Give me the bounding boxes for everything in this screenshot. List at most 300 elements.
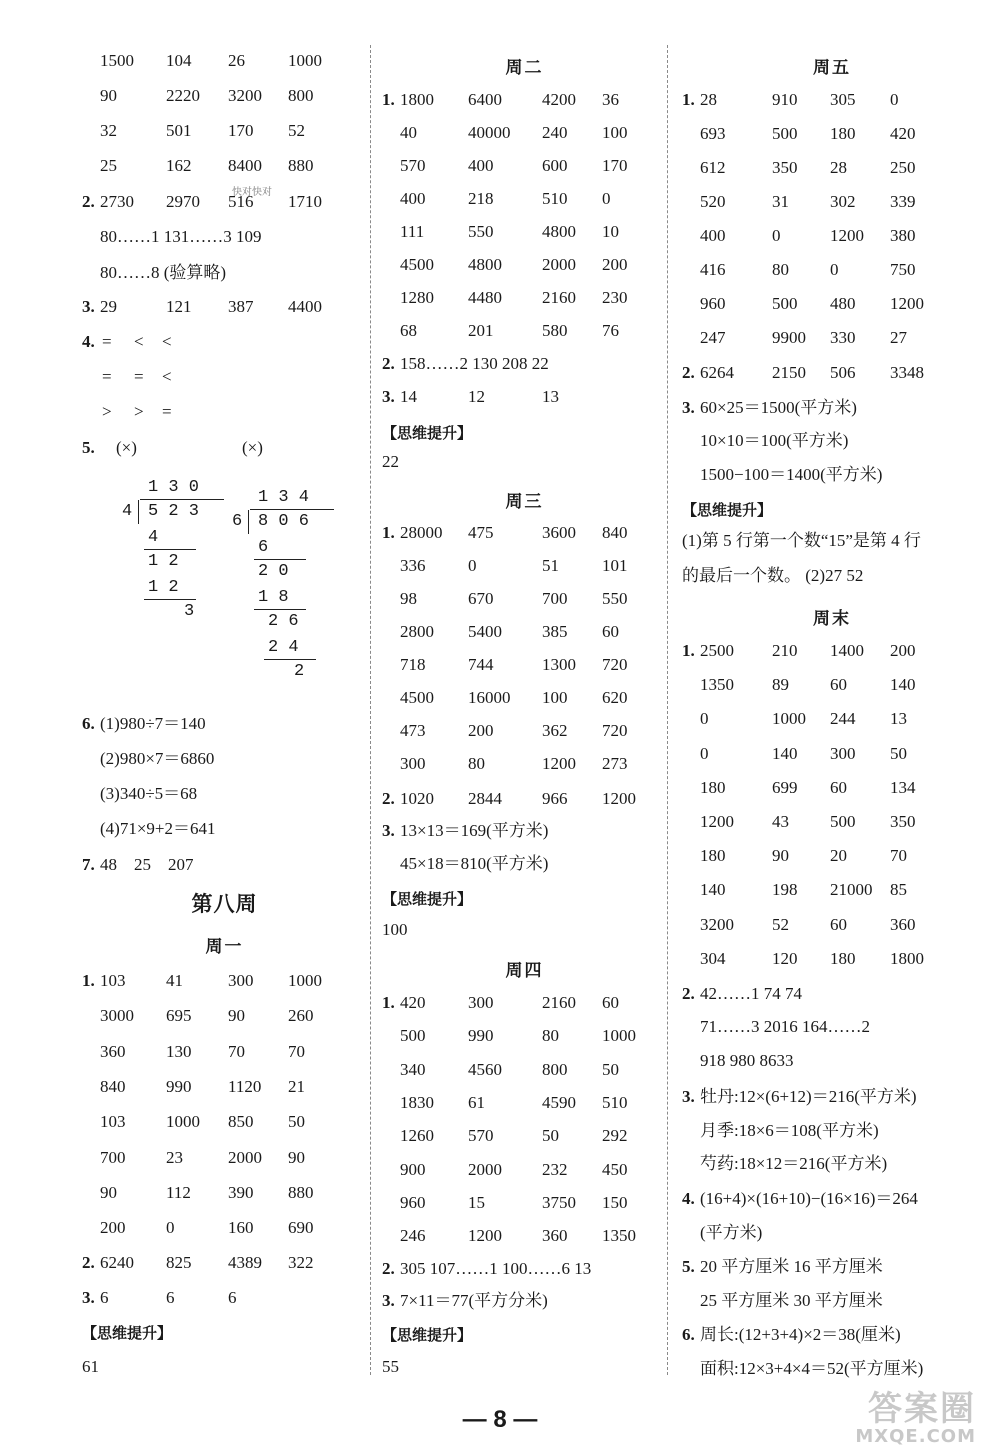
column-3 xyxy=(682,0,982,1400)
friday-q1-row xyxy=(682,89,982,111)
top-list-cell: 2220 xyxy=(166,86,200,105)
wednesday-q1-row xyxy=(382,720,667,742)
thursday-q3: 3. 7×11＝77(平方分米) xyxy=(382,1291,548,1310)
q6-line: (2)980×7＝6860 xyxy=(100,749,215,768)
tuesday-think-label: 【思维提升】 xyxy=(382,424,473,442)
div2-step5: 2 4 xyxy=(268,638,299,657)
wednesday-q1-cell: 550 xyxy=(602,589,628,608)
wednesday-q1-cell: 273 xyxy=(602,754,628,773)
thursday-q1-cell: 900 xyxy=(400,1159,426,1179)
q4-cell: > xyxy=(134,402,144,421)
monday-q3-number: 3. xyxy=(82,1288,95,1307)
monday-q1-cell: 70 xyxy=(228,1041,245,1061)
weekend-q1-cell: 360 xyxy=(890,914,916,934)
friday-q1-cell: 1200 xyxy=(890,294,924,313)
wednesday-q1-cell: 475 xyxy=(468,523,494,542)
tuesday-q1-row xyxy=(382,287,667,309)
tuesday-q1-cell: 600 xyxy=(542,156,568,175)
weekend-q1-cell: 20 xyxy=(830,846,847,866)
monday-q1-cell: 300 xyxy=(228,971,254,990)
tuesday-q1-cell: 1280 xyxy=(400,288,434,307)
weekend-q1-cell: 0 xyxy=(700,709,709,729)
thursday-q1-cell: 990 xyxy=(468,1026,494,1046)
monday-q1-cell: 840 xyxy=(100,1076,126,1096)
column-separator-1 xyxy=(370,45,371,1375)
wednesday-q1-row xyxy=(382,555,667,577)
weekend-q1-cell: 140 xyxy=(772,743,798,763)
weekend-q1-cell: 3200 xyxy=(700,914,734,934)
monday-q1-cell: 990 xyxy=(166,1076,192,1096)
weekend-q1-cell: 180 xyxy=(700,777,726,797)
weekend-q1-row xyxy=(682,640,982,662)
monday-think-answer: 61 xyxy=(82,1357,99,1376)
wednesday-q1-cell: 700 xyxy=(542,589,568,608)
week-8-title: 第八周 xyxy=(191,892,258,916)
top-list-cell: 800 xyxy=(288,86,314,105)
thursday-q1-cell: 510 xyxy=(602,1092,628,1112)
weekend-q2: 2. 42……1 74 74 xyxy=(682,984,802,1003)
q4-row xyxy=(82,366,367,388)
tuesday-q1-cell: 36 xyxy=(602,90,619,109)
tuesday-q1-cell: 4200 xyxy=(542,90,576,109)
monday-q2-cell: 6240 xyxy=(100,1253,134,1272)
monday-q1-cell: 390 xyxy=(228,1182,254,1202)
friday-think-line2: 的最后一个数。 (2)27 52 xyxy=(682,566,864,585)
tuesday-q1-cell: 218 xyxy=(468,189,494,208)
column-1 xyxy=(82,0,367,1400)
tuesday-q1-cell: 4800 xyxy=(468,255,502,274)
tuesday-q1-row xyxy=(382,155,667,177)
monday-q1-row xyxy=(82,1076,367,1098)
long-division-1 xyxy=(112,475,242,621)
wednesday-q1-cell: 5400 xyxy=(468,622,502,641)
div2-step3: 1 8 xyxy=(258,588,289,607)
weekend-q1-cell: 21000 xyxy=(830,880,873,900)
weekend-q6-line2: 面积:12×3+4×4＝52(平方厘米) xyxy=(700,1359,924,1378)
thursday-q1-cell: 2000 xyxy=(468,1159,502,1179)
q3-cell: 4400 xyxy=(288,297,322,316)
friday-q1-cell: 28 xyxy=(830,158,847,177)
q2 xyxy=(82,191,367,213)
friday-think-label: 【思维提升】 xyxy=(682,501,773,519)
tuesday-q1-cell: 76 xyxy=(602,321,619,340)
q2-cell: 516 xyxy=(228,192,254,211)
wednesday-q1-cell: 200 xyxy=(468,721,494,740)
friday-q1-cell: 750 xyxy=(890,260,916,279)
q2-line3: 80……8 (验算略) xyxy=(100,263,227,282)
friday-q1-cell: 250 xyxy=(890,158,916,177)
thursday-q1-cell: 340 xyxy=(400,1059,426,1079)
tuesday-q1-cell: 2000 xyxy=(542,255,576,274)
wednesday-q1-cell: 0 xyxy=(468,556,477,575)
monday-q1-cell: 1000 xyxy=(166,1112,200,1132)
tuesday-q1-row xyxy=(382,122,667,144)
div1-quotient: 1 3 0 xyxy=(148,478,200,497)
weekend-q1-cell: 60 xyxy=(830,675,847,695)
div2-dividend: 8 0 6 xyxy=(258,512,310,531)
thursday-q1-row xyxy=(382,1225,667,1247)
wednesday-q1-cell: 718 xyxy=(400,655,426,674)
weekend-q1-cell: 1200 xyxy=(700,812,734,831)
friday-q1-cell: 180 xyxy=(830,124,856,143)
weekend-q1-cell: 180 xyxy=(830,948,856,968)
wednesday-q2-cell: 2844 xyxy=(468,789,502,808)
weekend-q1-cell: 1350 xyxy=(700,675,734,695)
top-list-cell: 90 xyxy=(100,86,117,105)
friday-title: 周五 xyxy=(813,58,851,78)
wednesday-q3: 3. 13×13＝169(平方米) xyxy=(382,821,549,840)
top-list-cell: 52 xyxy=(288,121,305,140)
tuesday-q1-cell: 0 xyxy=(602,189,611,208)
friday-q1-cell: 420 xyxy=(890,124,916,143)
q4-row xyxy=(82,401,367,423)
q4-cell: < xyxy=(162,367,172,386)
wednesday-q1-cell: 2800 xyxy=(400,622,434,641)
wednesday-q1-cell: 100 xyxy=(542,688,568,707)
weekend-q1-row xyxy=(682,845,982,867)
tuesday-q2: 2. 158……2 130 208 22 xyxy=(382,354,549,373)
q4-cell: = xyxy=(102,367,112,386)
monday-q1-cell: 21 xyxy=(288,1076,305,1096)
tuesday-q1-cell: 2160 xyxy=(542,288,576,307)
friday-q1-cell: 247 xyxy=(700,328,726,347)
friday-q1-cell: 31 xyxy=(772,192,789,211)
weekend-q1-cell: 200 xyxy=(890,641,916,660)
tuesday-q1-row xyxy=(382,320,667,342)
wednesday-q1-cell: 28000 xyxy=(400,523,443,542)
q4-cell: > xyxy=(102,402,112,421)
column-separator-2 xyxy=(667,45,668,1375)
monday-q1-cell: 260 xyxy=(288,1006,314,1026)
monday-q1-row xyxy=(82,1041,367,1063)
tuesday-q1-cell: 1800 xyxy=(400,90,434,109)
monday-q1-cell: 90 xyxy=(228,1006,245,1026)
wednesday-q1-cell: 670 xyxy=(468,589,494,608)
wednesday-think-answer: 100 xyxy=(382,920,408,939)
q7-cell: 25 xyxy=(134,855,151,874)
top-list-cell: 26 xyxy=(228,51,245,70)
friday-q1-cell: 1200 xyxy=(830,226,864,245)
q2-cell: 1710 xyxy=(288,192,322,211)
div2-quotient: 1 3 4 xyxy=(258,488,310,507)
monday-q1-cell: 103 xyxy=(100,971,126,990)
tuesday-q1-row xyxy=(382,89,667,111)
wednesday-q2 xyxy=(382,788,667,810)
thursday-q1-cell: 1830 xyxy=(400,1092,434,1112)
thursday-q1-cell: 150 xyxy=(602,1192,628,1212)
q5-number: 5. xyxy=(82,438,95,457)
monday-q1-cell: 23 xyxy=(166,1147,183,1167)
tuesday-q1-cell: 10 xyxy=(602,222,619,241)
monday-q1-cell: 1000 xyxy=(288,971,322,990)
wednesday-q1-cell: 300 xyxy=(400,754,426,773)
friday-q1-cell: 400 xyxy=(700,226,726,245)
q6-line: (3)340÷5＝68 xyxy=(100,784,198,803)
tuesday-q3-number: 3. xyxy=(382,387,395,406)
weekend-q1-cell: 60 xyxy=(830,914,847,934)
wednesday-q1-cell: 16000 xyxy=(468,688,511,707)
wednesday-q1-cell: 385 xyxy=(542,622,568,641)
tuesday-q1-cell: 111 xyxy=(400,222,425,241)
monday-q1-cell: 360 xyxy=(100,1041,126,1061)
weekend-q1-row xyxy=(682,743,982,765)
tuesday-q1-cell: 4480 xyxy=(468,288,502,307)
friday-q1-cell: 416 xyxy=(700,260,726,279)
wednesday-title: 周三 xyxy=(505,492,544,512)
q2-line2: 80……1 131……3 109 xyxy=(100,227,262,246)
thursday-q2: 2. 305 107……1 100……6 13 xyxy=(382,1259,592,1278)
weekend-q1-cell: 140 xyxy=(700,880,726,900)
tuesday-q1-cell: 4500 xyxy=(400,255,434,274)
weekend-q1-cell: 1000 xyxy=(772,709,806,729)
weekend-q1-cell: 300 xyxy=(830,743,856,763)
div1-step1: 4 xyxy=(148,528,159,547)
monday-q2-cell: 825 xyxy=(166,1253,192,1272)
friday-q1-row xyxy=(682,293,982,315)
wednesday-q1-cell: 720 xyxy=(602,721,628,740)
friday-q1-cell: 960 xyxy=(700,294,726,313)
q3-cell: 121 xyxy=(166,297,192,316)
div1-divisor: 4 xyxy=(122,502,133,521)
div2-step4: 2 6 xyxy=(268,612,299,631)
wednesday-q1-row xyxy=(382,588,667,610)
monday-q1-row xyxy=(82,970,367,992)
friday-q1-cell: 80 xyxy=(772,260,789,279)
tuesday-q1-cell: 400 xyxy=(468,156,494,175)
handwritten-note: 快对快对 xyxy=(232,187,272,198)
monday-q1-row xyxy=(82,1005,367,1027)
monday-q1-cell: 690 xyxy=(288,1218,314,1238)
div1-remainder: 3 xyxy=(184,602,195,621)
thursday-q1-cell: 61 xyxy=(468,1092,485,1112)
friday-q1-number: 1. xyxy=(682,90,695,109)
tuesday-q1-cell: 510 xyxy=(542,189,568,208)
q5-answer-a: (×) xyxy=(116,438,137,457)
wednesday-q1-cell: 98 xyxy=(400,589,417,608)
friday-q3: 3. 60×25＝1500(平方米) xyxy=(682,398,857,417)
div2-step2: 2 0 xyxy=(258,562,289,581)
div2-remainder: 2 xyxy=(294,662,305,681)
weekend-q1-row xyxy=(682,948,982,970)
monday-q3 xyxy=(82,1287,367,1309)
thursday-q1-cell: 800 xyxy=(542,1059,568,1079)
monday-q1-cell: 700 xyxy=(100,1147,126,1167)
monday-q1-cell: 50 xyxy=(288,1112,305,1132)
tuesday-q1-cell: 6400 xyxy=(468,90,502,109)
weekend-q1-cell: 85 xyxy=(890,880,907,900)
monday-q1-cell: 160 xyxy=(228,1218,254,1238)
thursday-q1-cell: 960 xyxy=(400,1192,426,1212)
monday-q1-cell: 130 xyxy=(166,1041,192,1061)
weekend-q1-cell: 500 xyxy=(830,812,856,831)
friday-q1-cell: 480 xyxy=(830,294,856,313)
friday-q2-cell: 2150 xyxy=(772,363,806,382)
monday-q3-cell: 6 xyxy=(166,1288,175,1307)
wednesday-q1-cell: 473 xyxy=(400,721,426,740)
weekend-q2-line3: 918 980 8633 xyxy=(700,1051,794,1070)
wednesday-q1-cell: 1200 xyxy=(542,754,576,773)
tuesday-q3-cell: 14 xyxy=(400,387,417,406)
thursday-q1-cell: 15 xyxy=(468,1192,485,1212)
monday-q1-row xyxy=(82,1217,367,1239)
wednesday-q1-cell: 744 xyxy=(468,655,494,674)
q3-cell: 387 xyxy=(228,297,254,316)
wednesday-q1-cell: 101 xyxy=(602,556,628,575)
q6-line: 6. (1)980÷7＝140 xyxy=(82,714,206,733)
monday-q1-cell: 70 xyxy=(288,1041,305,1061)
top-list-row xyxy=(82,85,367,107)
friday-q1-cell: 693 xyxy=(700,124,726,143)
tuesday-q1-cell: 550 xyxy=(468,222,494,241)
friday-q1-row xyxy=(682,225,982,247)
tuesday-q1-cell: 570 xyxy=(400,156,426,175)
thursday-q1-cell: 500 xyxy=(400,1026,426,1046)
thursday-q1-cell: 2160 xyxy=(542,993,576,1012)
friday-q2 xyxy=(682,362,982,384)
tuesday-q1-cell: 100 xyxy=(602,123,628,142)
wednesday-q1-cell: 51 xyxy=(542,556,559,575)
wednesday-q1-cell: 4500 xyxy=(400,688,434,707)
friday-q1-cell: 28 xyxy=(700,90,717,109)
weekend-q1-row xyxy=(682,777,982,799)
thursday-q1-cell: 300 xyxy=(468,993,494,1012)
thursday-q1-cell: 360 xyxy=(542,1226,568,1246)
weekend-q1-row xyxy=(682,879,982,901)
tuesday-q1-row xyxy=(382,254,667,276)
thursday-q1-row xyxy=(382,1192,667,1214)
monday-q1-cell: 695 xyxy=(166,1006,192,1026)
weekend-q5-line2: 25 平方厘米 30 平方厘米 xyxy=(700,1291,883,1310)
monday-q1-cell: 1120 xyxy=(228,1076,262,1096)
thursday-q1-cell: 3750 xyxy=(542,1192,576,1212)
wednesday-q1-cell: 3600 xyxy=(542,523,576,542)
friday-q1-cell: 380 xyxy=(890,226,916,245)
thursday-q1-row xyxy=(382,1059,667,1081)
tuesday-q3-cell: 12 xyxy=(468,387,485,406)
friday-q2-cell: 506 xyxy=(830,363,856,382)
tuesday-q1-cell: 40 xyxy=(400,123,417,142)
q4-cell: = xyxy=(102,332,112,351)
tuesday-q1-cell: 68 xyxy=(400,321,417,340)
thursday-q1-row xyxy=(382,1159,667,1181)
thursday-q1-cell: 292 xyxy=(602,1126,628,1146)
weekend-q6: 6. 周长:(12+3+4)×2＝38(厘米) xyxy=(682,1325,901,1344)
top-list-cell: 3200 xyxy=(228,86,262,105)
top-list-cell: 104 xyxy=(166,51,192,70)
tuesday-q1-row xyxy=(382,221,667,243)
q3-number: 3. xyxy=(82,297,95,316)
friday-q1-cell: 910 xyxy=(772,90,798,109)
q5-answer-b: (×) xyxy=(242,438,263,457)
tuesday-q1-number: 1. xyxy=(382,90,395,109)
monday-q1-row xyxy=(82,1111,367,1133)
weekend-q1-cell: 210 xyxy=(772,641,798,660)
q7-number: 7. xyxy=(82,855,95,874)
wednesday-q1-cell: 80 xyxy=(468,754,485,773)
wednesday-q1-cell: 1300 xyxy=(542,655,576,674)
friday-q1-row xyxy=(682,327,982,349)
monday-q1-cell: 112 xyxy=(166,1182,191,1202)
friday-q2-number: 2. xyxy=(682,363,695,382)
weekend-q3-line2: 月季:18×6＝108(平方米) xyxy=(700,1121,879,1140)
weekend-q1-cell: 244 xyxy=(830,709,856,729)
tuesday-q1-cell: 580 xyxy=(542,321,568,340)
top-list-cell: 8400 xyxy=(228,156,262,175)
monday-title: 周一 xyxy=(205,937,244,957)
friday-q1-row xyxy=(682,191,982,213)
thursday-q1-cell: 570 xyxy=(468,1126,494,1146)
friday-q1-row xyxy=(682,259,982,281)
thursday-q1-cell: 60 xyxy=(602,993,619,1012)
thursday-q1-row xyxy=(382,1092,667,1114)
monday-q1-number: 1. xyxy=(82,971,95,990)
top-list-cell: 1500 xyxy=(100,51,134,70)
thursday-q1-row xyxy=(382,992,667,1014)
monday-q2-cell: 322 xyxy=(288,1253,314,1272)
tuesday-q1-row xyxy=(382,188,667,210)
thursday-q1-cell: 4560 xyxy=(468,1059,502,1079)
weekend-q1-cell: 52 xyxy=(772,914,789,934)
thursday-q1-cell: 1350 xyxy=(602,1226,636,1246)
monday-q3-cell: 6 xyxy=(100,1288,109,1307)
weekend-q1-cell: 304 xyxy=(700,948,726,968)
weekend-q1-cell: 60 xyxy=(830,777,847,797)
wednesday-q1-row xyxy=(382,687,667,709)
weekend-q1-cell: 50 xyxy=(890,743,907,763)
wednesday-q2-cell: 966 xyxy=(542,789,568,808)
weekend-q1-cell: 70 xyxy=(890,846,907,866)
monday-q1-cell: 3000 xyxy=(100,1006,134,1026)
div2-divisor: 6 xyxy=(232,512,243,531)
top-list-row xyxy=(82,155,367,177)
q4-cell: = xyxy=(162,402,172,421)
wednesday-q2-cell: 1020 xyxy=(400,789,434,808)
friday-q1-cell: 302 xyxy=(830,192,856,211)
q7-cell: 48 xyxy=(100,855,117,874)
monday-q2-cell: 4389 xyxy=(228,1253,262,1272)
top-list-cell: 162 xyxy=(166,156,192,175)
monday-q1-row xyxy=(82,1147,367,1169)
q7 xyxy=(82,854,367,876)
weekend-q1-cell: 1800 xyxy=(890,948,924,968)
weekend-q1-cell: 1400 xyxy=(830,641,864,660)
wednesday-q2-cell: 1200 xyxy=(602,789,636,808)
long-division-2 xyxy=(232,485,372,685)
friday-q1-cell: 0 xyxy=(830,260,839,279)
top-list-cell: 170 xyxy=(228,121,254,140)
thursday-q1-cell: 4590 xyxy=(542,1092,576,1112)
wednesday-q1-cell: 720 xyxy=(602,655,628,674)
friday-q1-cell: 350 xyxy=(772,158,798,177)
tuesday-q1-cell: 200 xyxy=(602,255,628,274)
weekend-title: 周末 xyxy=(813,609,851,629)
tuesday-think-answer: 22 xyxy=(382,452,399,471)
tuesday-q1-cell: 201 xyxy=(468,321,494,340)
weekend-q1-cell: 180 xyxy=(700,846,726,866)
thursday-q1-row xyxy=(382,1125,667,1147)
friday-think-line1: (1)第 5 行第一个数“15”是第 4 行 xyxy=(682,531,921,550)
friday-q2-cell: 6264 xyxy=(700,363,734,382)
friday-q1-row xyxy=(682,123,982,145)
thursday-q1-cell: 1200 xyxy=(468,1226,502,1246)
top-list-row xyxy=(82,120,367,142)
q3-cell: 29 xyxy=(100,297,117,316)
wednesday-q1-cell: 60 xyxy=(602,622,619,641)
weekend-q1-cell: 350 xyxy=(890,812,916,831)
friday-q1-cell: 500 xyxy=(772,294,798,313)
monday-q1-cell: 90 xyxy=(100,1182,117,1202)
q4-cell: = xyxy=(134,367,144,386)
